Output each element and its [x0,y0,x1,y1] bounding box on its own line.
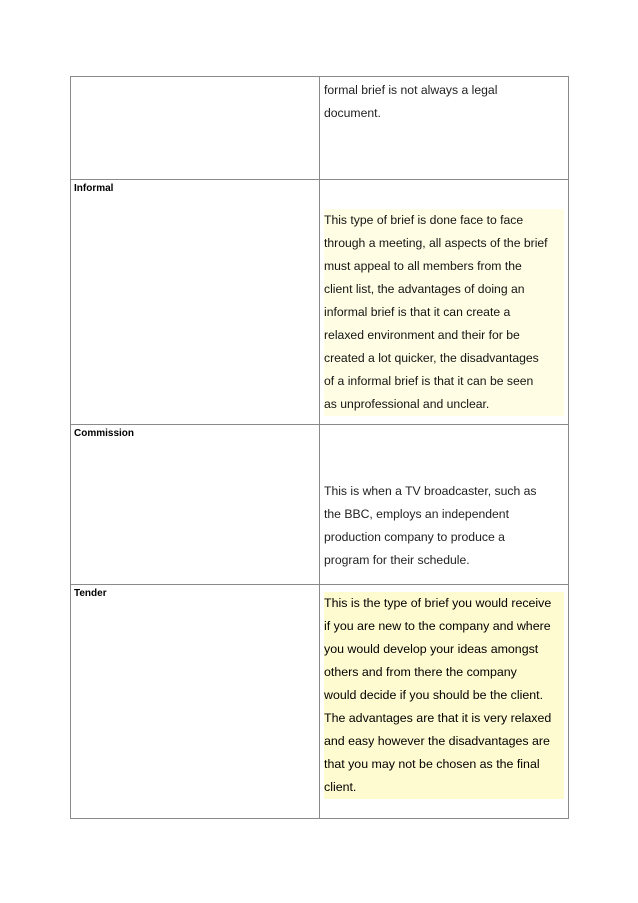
row-description-cell [320,585,569,819]
row-description [320,425,568,572]
row-label-cell [71,180,320,425]
row-description [320,180,568,416]
row-label-cell [71,77,320,180]
description-line: the BBC, employs an independent [324,507,509,521]
description-line: would decide if you should be the client. [324,684,564,707]
description-line: that you may not be chosen as the final [324,753,564,776]
row-label: Tender [74,588,107,599]
description-line: as unprofessional and unclear. [324,393,564,416]
description-line: created a lot quicker, the disadvantages [324,347,564,370]
row-description-cell [320,425,569,585]
description-line: production company to produce a [324,530,505,544]
row-label-cell [71,585,320,819]
description-line: if you are new to the company and where [324,615,564,638]
row-description [320,77,568,125]
description-line: The advantages are that it is very relaxed [324,707,564,730]
table-row [71,77,569,180]
description-line: of a informal brief is that it can be seen [324,370,564,393]
description-line: client. [324,776,564,799]
table-row [71,585,569,819]
description-line: formal brief is not always a legal [324,83,498,97]
row-label [71,77,319,80]
description-line: document. [324,106,381,120]
description-line: and easy however the disadvantages are [324,730,564,753]
table-row [71,425,569,585]
description-line: program for their schedule. [324,553,470,567]
description-line: This is when a TV broadcaster, such as [324,484,537,498]
description-line: informal brief is that it can create a [324,301,564,324]
row-description-cell [320,180,569,425]
description-line: client list, the advantages of doing an [324,278,564,301]
description-line: through a meeting, all aspects of the brief [324,232,564,255]
table-row [71,180,569,425]
description-line: you would develop your ideas amongst [324,638,564,661]
row-label: Informal [74,183,114,194]
row-label: Commission [74,428,135,439]
brief-types-table [70,76,569,819]
description-line: others and from there the company [324,661,564,684]
description-line: This is the type of brief you would receive [324,592,564,615]
row-description-cell [320,77,569,180]
row-label-cell [71,425,320,585]
row-description [320,585,568,799]
description-line: relaxed environment and their for be [324,324,564,347]
description-line: must appeal to all members from the [324,255,564,278]
description-line: This type of brief is done face to face [324,209,564,232]
